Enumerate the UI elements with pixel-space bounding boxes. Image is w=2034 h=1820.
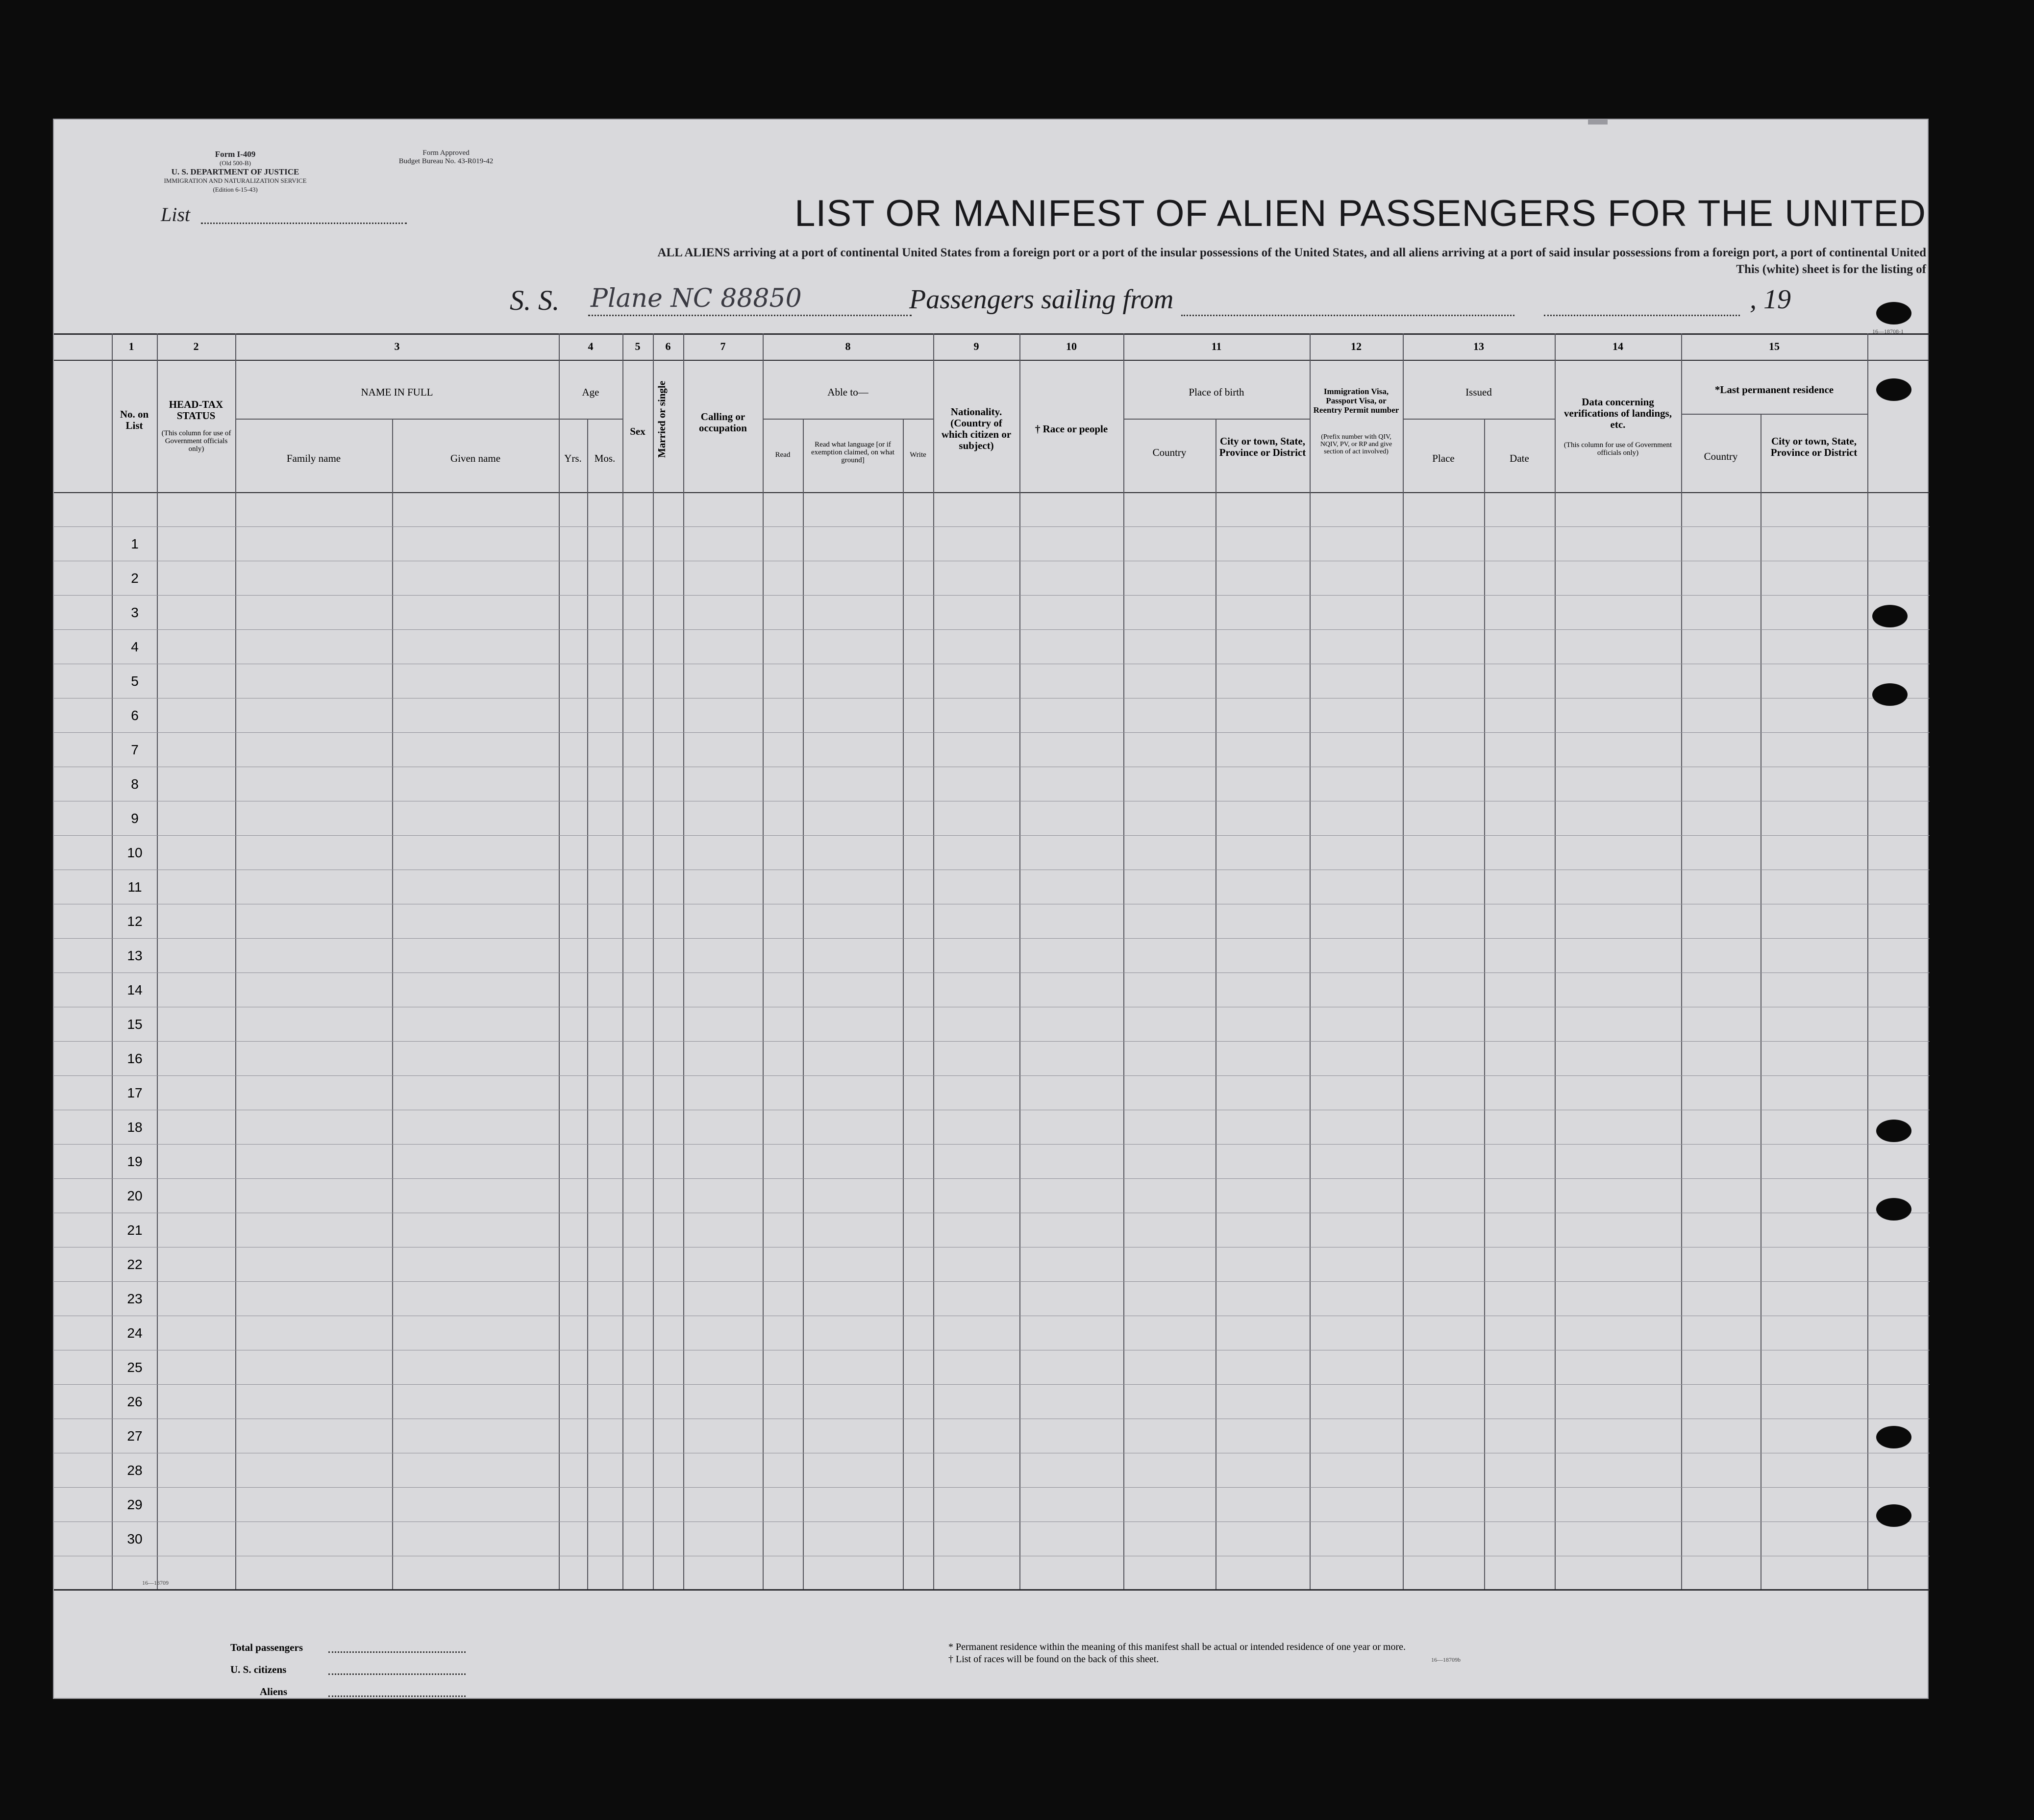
row-rule bbox=[54, 1075, 1930, 1076]
col-line bbox=[235, 333, 236, 1589]
row-rule bbox=[54, 1041, 1930, 1042]
row-rule bbox=[54, 732, 1930, 733]
header-able-to: Able to— bbox=[827, 386, 868, 398]
row-rule bbox=[54, 595, 1930, 596]
total-passengers-line[interactable] bbox=[328, 1651, 466, 1653]
form-code-top: 16—18708-1 bbox=[1872, 328, 1904, 335]
col-line bbox=[683, 333, 684, 1589]
colnum-7: 7 bbox=[720, 340, 726, 352]
punch-hole bbox=[1876, 1120, 1911, 1142]
col-line bbox=[587, 419, 588, 1589]
header-age: Age bbox=[582, 386, 599, 398]
col-line bbox=[1403, 333, 1404, 1589]
us-citizens-label: U. S. citizens bbox=[230, 1664, 287, 1675]
colnum-8: 8 bbox=[845, 340, 851, 352]
column-number-border bbox=[54, 360, 1930, 361]
form-code-bottom-left: 16—18709 bbox=[142, 1579, 169, 1586]
header-calling: Calling or occupation bbox=[698, 411, 747, 434]
sailing-port-line[interactable] bbox=[1181, 315, 1514, 316]
row-number: 21 bbox=[127, 1222, 143, 1238]
row-rule bbox=[54, 938, 1930, 939]
col-line bbox=[1484, 419, 1485, 1589]
header-yrs: Yrs. bbox=[564, 452, 582, 464]
form-number: Form I-409 bbox=[215, 150, 256, 159]
colnum-6: 6 bbox=[665, 340, 671, 352]
row-rule bbox=[54, 1178, 1930, 1179]
col-line bbox=[903, 419, 904, 1589]
header-issued-place: Place bbox=[1432, 452, 1455, 464]
row-number: 22 bbox=[127, 1257, 143, 1272]
row-number: 27 bbox=[127, 1428, 143, 1444]
header-visa-note: (Prefix number with QIV, NQIV, PV, or RP and give section of act involved) bbox=[1320, 433, 1392, 455]
col-line bbox=[933, 333, 934, 1589]
header-sex: Sex bbox=[630, 425, 645, 437]
row-number: 1 bbox=[131, 536, 139, 551]
list-label: List bbox=[161, 203, 191, 225]
aliens-label: Aliens bbox=[260, 1686, 288, 1697]
total-passengers-label: Total passengers bbox=[230, 1642, 303, 1653]
colnum-3: 3 bbox=[394, 340, 400, 352]
service-name: IMMIGRATION AND NATURALIZATION SERVICE bbox=[164, 177, 307, 184]
row-number: 13 bbox=[127, 948, 143, 963]
row-rule bbox=[54, 972, 1930, 973]
colnum-1: 1 bbox=[128, 340, 134, 352]
header-read: Read bbox=[775, 451, 791, 459]
header-birth-country: Country bbox=[1152, 447, 1187, 458]
row-rule bbox=[54, 1144, 1930, 1145]
colnum-5: 5 bbox=[635, 340, 641, 352]
punch-hole bbox=[1876, 302, 1911, 324]
issued-subheader-rule bbox=[1403, 419, 1555, 420]
row-number: 4 bbox=[131, 639, 139, 654]
header-landings: Data concerning verifications of landings, etc. bbox=[1564, 396, 1672, 430]
colnum-12: 12 bbox=[1351, 340, 1362, 352]
col-line bbox=[1867, 333, 1868, 1589]
row-number: 8 bbox=[131, 776, 139, 792]
row-rule bbox=[54, 1487, 1930, 1488]
row-number: 6 bbox=[131, 708, 139, 723]
row-rule bbox=[54, 1281, 1930, 1282]
row-number: 18 bbox=[127, 1120, 143, 1135]
row-number: 10 bbox=[127, 845, 143, 860]
col-line bbox=[1555, 333, 1556, 1589]
row-number: 26 bbox=[127, 1394, 143, 1409]
colnum-15: 15 bbox=[1769, 340, 1780, 352]
header-mos: Mos. bbox=[594, 452, 616, 464]
row-number: 9 bbox=[131, 811, 139, 826]
row-number: 23 bbox=[127, 1291, 143, 1306]
header-place-of-birth: Place of birth bbox=[1189, 386, 1244, 398]
header-head-tax: HEAD-TAX STATUS bbox=[169, 399, 223, 422]
subtitle-line-2: This (white) sheet is for the listing of bbox=[1736, 263, 1926, 276]
page-title: LIST OR MANIFEST OF ALIEN PASSENGERS FOR THE UNITED bbox=[794, 193, 1926, 234]
row-number: 24 bbox=[127, 1325, 143, 1341]
age-subheader-rule bbox=[559, 419, 622, 420]
row-rule bbox=[54, 835, 1930, 836]
header-issued: Issued bbox=[1465, 386, 1492, 398]
header-read-language: Read what language [or if exemption claimed, on what ground] bbox=[811, 441, 894, 464]
header-residence-city: City or town, State, Province or District bbox=[1770, 435, 1858, 458]
sailing-label: Passengers sailing from bbox=[909, 284, 1174, 315]
header-head-tax-note: (This column for use of Government officials only) bbox=[161, 429, 231, 453]
form-identification bbox=[132, 150, 338, 194]
row-number: 30 bbox=[127, 1531, 143, 1546]
col-line bbox=[653, 333, 654, 1589]
punch-hole bbox=[1872, 605, 1908, 627]
approved-text: Form Approved bbox=[422, 149, 470, 157]
row-number: 28 bbox=[127, 1463, 143, 1478]
budget-bureau-number: Budget Bureau No. 43-R019-42 bbox=[398, 157, 494, 165]
aliens-line[interactable] bbox=[328, 1695, 466, 1697]
year-label: , 19 bbox=[1750, 284, 1791, 315]
footnote-races: † List of races will be found on the back of this sheet. bbox=[948, 1654, 1159, 1665]
sailing-date-line[interactable] bbox=[1544, 315, 1740, 316]
row-number: 3 bbox=[131, 605, 139, 620]
row-number: 7 bbox=[131, 742, 139, 757]
header-no-on-list: No. on List bbox=[120, 408, 149, 431]
punch-hole bbox=[1876, 378, 1911, 401]
manifest-sheet bbox=[53, 119, 1929, 1699]
ship-name-line bbox=[588, 315, 912, 316]
header-family-name: Family name bbox=[286, 452, 341, 464]
colnum-11: 11 bbox=[1211, 340, 1222, 352]
colnum-2: 2 bbox=[193, 340, 199, 352]
colnum-13: 13 bbox=[1473, 340, 1484, 352]
col-line bbox=[1215, 419, 1216, 1589]
row-number: 29 bbox=[127, 1497, 143, 1512]
header-name-in-full: NAME IN FULL bbox=[361, 386, 433, 398]
form-edition: (Edition 6-15-43) bbox=[213, 186, 258, 193]
row-rule bbox=[54, 526, 1930, 527]
name-subheader-rule bbox=[235, 419, 559, 420]
row-number: 15 bbox=[127, 1017, 143, 1032]
ship-name-handwritten[interactable]: Plane NC 88850 bbox=[591, 284, 802, 313]
punch-hole bbox=[1876, 1426, 1911, 1448]
punch-hole bbox=[1876, 1504, 1911, 1527]
form-old-number: (Old 500-B) bbox=[220, 159, 251, 167]
row-rule bbox=[54, 629, 1930, 630]
col-line bbox=[1123, 333, 1124, 1589]
subtitle-line-1: ALL ALIENS arriving at a port of continental United States from a foreign port or a port of the insular possessions of the United States, and all aliens arriving at a port of said insular possessions from a foreign port, a port of continental United bbox=[657, 246, 1926, 259]
col-line bbox=[803, 419, 804, 1589]
header-race: † Race or people bbox=[1035, 423, 1108, 435]
col-line bbox=[763, 333, 764, 1589]
form-code-bottom-right: 16—18709b bbox=[1431, 1656, 1461, 1663]
col-line bbox=[1310, 333, 1311, 1589]
colnum-4: 4 bbox=[588, 340, 594, 352]
row-number: 2 bbox=[131, 571, 139, 586]
col-line bbox=[1019, 333, 1020, 1589]
row-number: 25 bbox=[127, 1360, 143, 1375]
row-number: 11 bbox=[127, 879, 142, 895]
col-line bbox=[392, 419, 393, 1589]
ss-label: S. S. bbox=[510, 284, 560, 316]
header-visa: Immigration Visa, Passport Visa, or Reentry Permit number bbox=[1313, 387, 1399, 415]
colnum-14: 14 bbox=[1612, 340, 1623, 352]
header-birth-city: City or town, State, Province or District bbox=[1219, 435, 1306, 458]
header-last-residence: *Last permanent residence bbox=[1714, 384, 1834, 396]
header-residence-country: Country bbox=[1704, 450, 1738, 462]
header-write: Write bbox=[910, 451, 926, 459]
row-number: 5 bbox=[131, 673, 139, 689]
row-number: 12 bbox=[127, 914, 143, 929]
header-given-name: Given name bbox=[450, 452, 501, 464]
able-subheader-rule bbox=[763, 419, 933, 420]
row-rule bbox=[54, 1521, 1930, 1522]
header-issued-date: Date bbox=[1510, 452, 1529, 464]
colnum-10: 10 bbox=[1066, 340, 1077, 352]
col-line bbox=[157, 333, 158, 1589]
us-citizens-line[interactable] bbox=[328, 1673, 466, 1675]
row-number: 14 bbox=[127, 982, 143, 997]
header-bottom-border bbox=[54, 492, 1930, 493]
col-line bbox=[622, 333, 623, 1589]
header-nationality: Nationality. (Country of which citizen or subject) bbox=[941, 406, 1012, 451]
row-rule bbox=[54, 1384, 1930, 1385]
row-number: 17 bbox=[127, 1085, 143, 1100]
col-line bbox=[1681, 333, 1682, 1589]
table-bottom-border bbox=[54, 1589, 1930, 1591]
punch-hole bbox=[1872, 683, 1908, 706]
col-line bbox=[559, 333, 560, 1589]
birth-subheader-rule bbox=[1123, 419, 1310, 420]
list-number-line[interactable] bbox=[201, 223, 407, 224]
row-number: 16 bbox=[127, 1051, 143, 1066]
row-number: 20 bbox=[127, 1188, 143, 1203]
row-number: 19 bbox=[127, 1154, 143, 1169]
punch-hole bbox=[1876, 1198, 1911, 1221]
residence-subheader-rule bbox=[1681, 414, 1867, 415]
header-married-or-single: Married or single bbox=[656, 380, 668, 458]
col-line bbox=[112, 333, 113, 1589]
header-landings-note: (This column for use of Government officials only) bbox=[1563, 441, 1672, 457]
table-top-border bbox=[54, 333, 1930, 335]
footnote-residence: * Permanent residence within the meaning of this manifest shall be actual or intended residence of one year or more. bbox=[948, 1642, 1406, 1652]
form-approval bbox=[368, 149, 524, 166]
sheet-tab bbox=[1588, 120, 1608, 125]
colnum-9: 9 bbox=[973, 340, 979, 352]
department-name: U. S. DEPARTMENT OF JUSTICE bbox=[171, 167, 299, 176]
